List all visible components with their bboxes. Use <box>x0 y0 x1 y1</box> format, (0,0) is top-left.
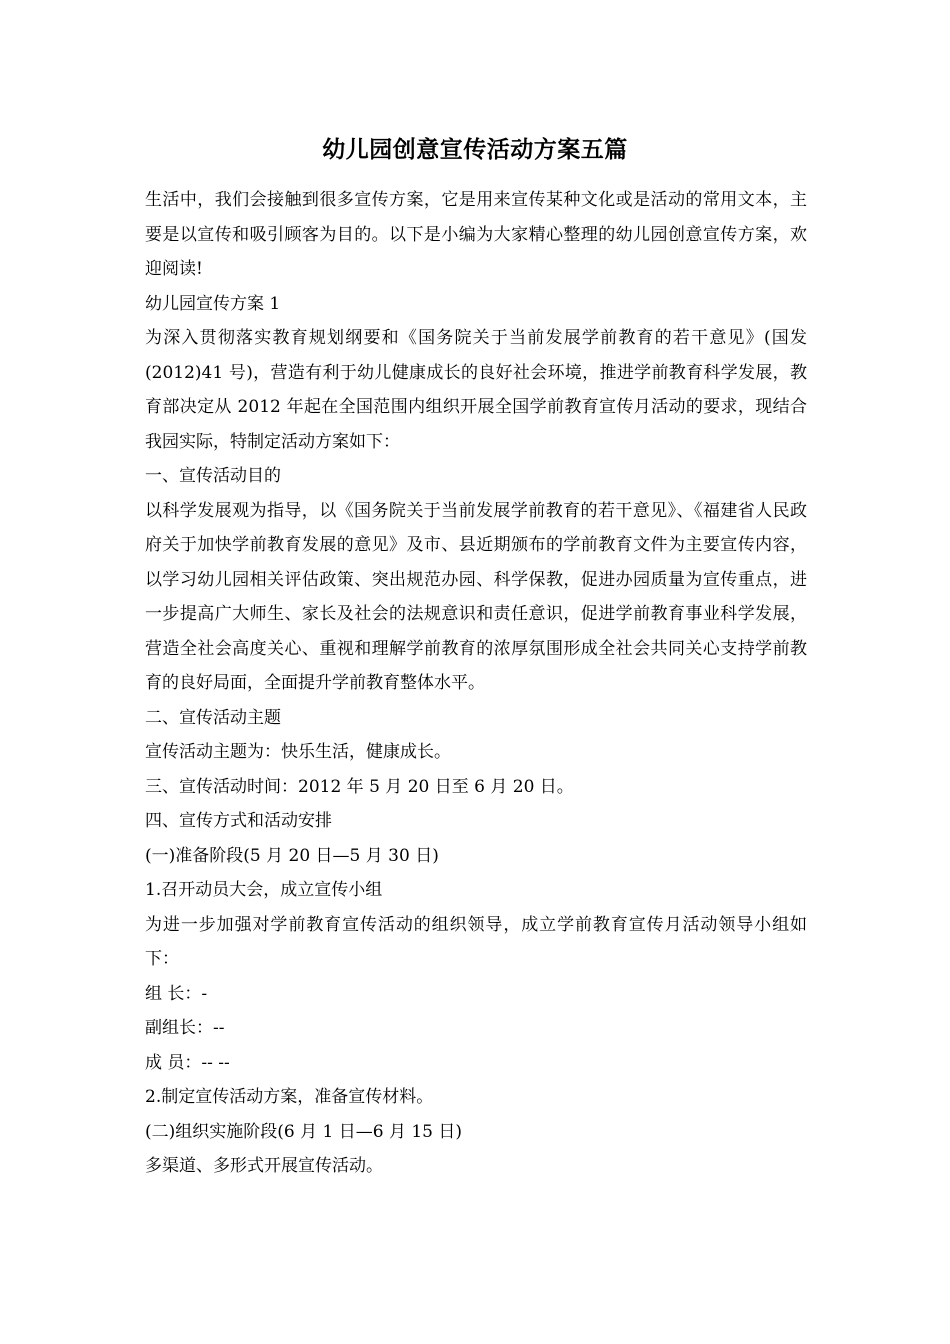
document-title: 幼儿园创意宣传活动方案五篇 <box>322 136 628 163</box>
subsection-heading: (二)组织实施阶段(6 月 1 日—6 月 15 日) <box>145 1121 463 1142</box>
body-paragraph: 为深入贯彻落实教育规划纲要和《国务院关于当前发展学前教育的若干意见》(国发(2012)41 号)，营造有利于幼儿健康成长的良好社会环境，推进学前教育科学发展，教育部决定从 2012 年起在全国范围内组织开展全国学前教育宣传月活动的要求，现结合我园实际，特制定活动方案如下： <box>145 328 807 452</box>
list-item: 副组长：-- <box>145 1018 225 1038</box>
section-heading: 三、宣传活动时间：2012 年 5 月 20 日至 6 月 20 日。 <box>145 776 574 797</box>
document-body <box>145 183 807 1184</box>
list-item: 组 长：- <box>145 983 208 1004</box>
intro-paragraph: 生活中，我们会接触到很多宣传方案，它是用来宣传某种文化或是活动的常用文本，主要是以宣传和吸引顾客为目的。以下是小编为大家精心整理的幼儿园创意宣传方案，欢迎阅读! <box>145 190 807 279</box>
body-paragraph: 多渠道、多形式开展宣传活动。 <box>145 1156 383 1176</box>
body-paragraph: 为进一步加强对学前教育宣传活动的组织领导，成立学前教育宣传月活动领导小组如下： <box>145 914 807 969</box>
body-paragraph: 以科学发展观为指导，以《国务院关于当前发展学前教育的若干意见》、《福建省人民政府关于加快学前教育发展的意见》及市、县近期颁布的学前教育文件为主要宣传内容，以学习幼儿园相关评估政策、突出规范办园、科学保教，促进办园质量为宣传重点，进一步提高广大师生、家长及社会的法规意识和责任意识，促进学前教育事业科学发展，营造全社会高度关心、重视和理解学前教育的浓厚氛围形成全社会共同关心支持学前教育的良好局面，全面提升学前教育整体水平。 <box>145 500 807 693</box>
body-paragraph: 宣传活动主题为：快乐生活，健康成长。 <box>145 742 451 762</box>
section-heading: 幼儿园宣传方案 1 <box>145 293 281 314</box>
section-heading: 一、宣传活动目的 <box>145 466 281 486</box>
subsection-heading: (一)准备阶段(5 月 20 日—5 月 30 日) <box>145 845 439 866</box>
section-heading: 四、宣传方式和活动安排 <box>145 811 332 831</box>
list-item: 2.制定宣传活动方案，准备宣传材料。 <box>145 1087 434 1107</box>
list-item: 1.召开动员大会，成立宣传小组 <box>145 880 383 900</box>
section-heading: 二、宣传活动主题 <box>145 707 281 728</box>
list-item: 成 员：-- -- <box>145 1052 230 1073</box>
